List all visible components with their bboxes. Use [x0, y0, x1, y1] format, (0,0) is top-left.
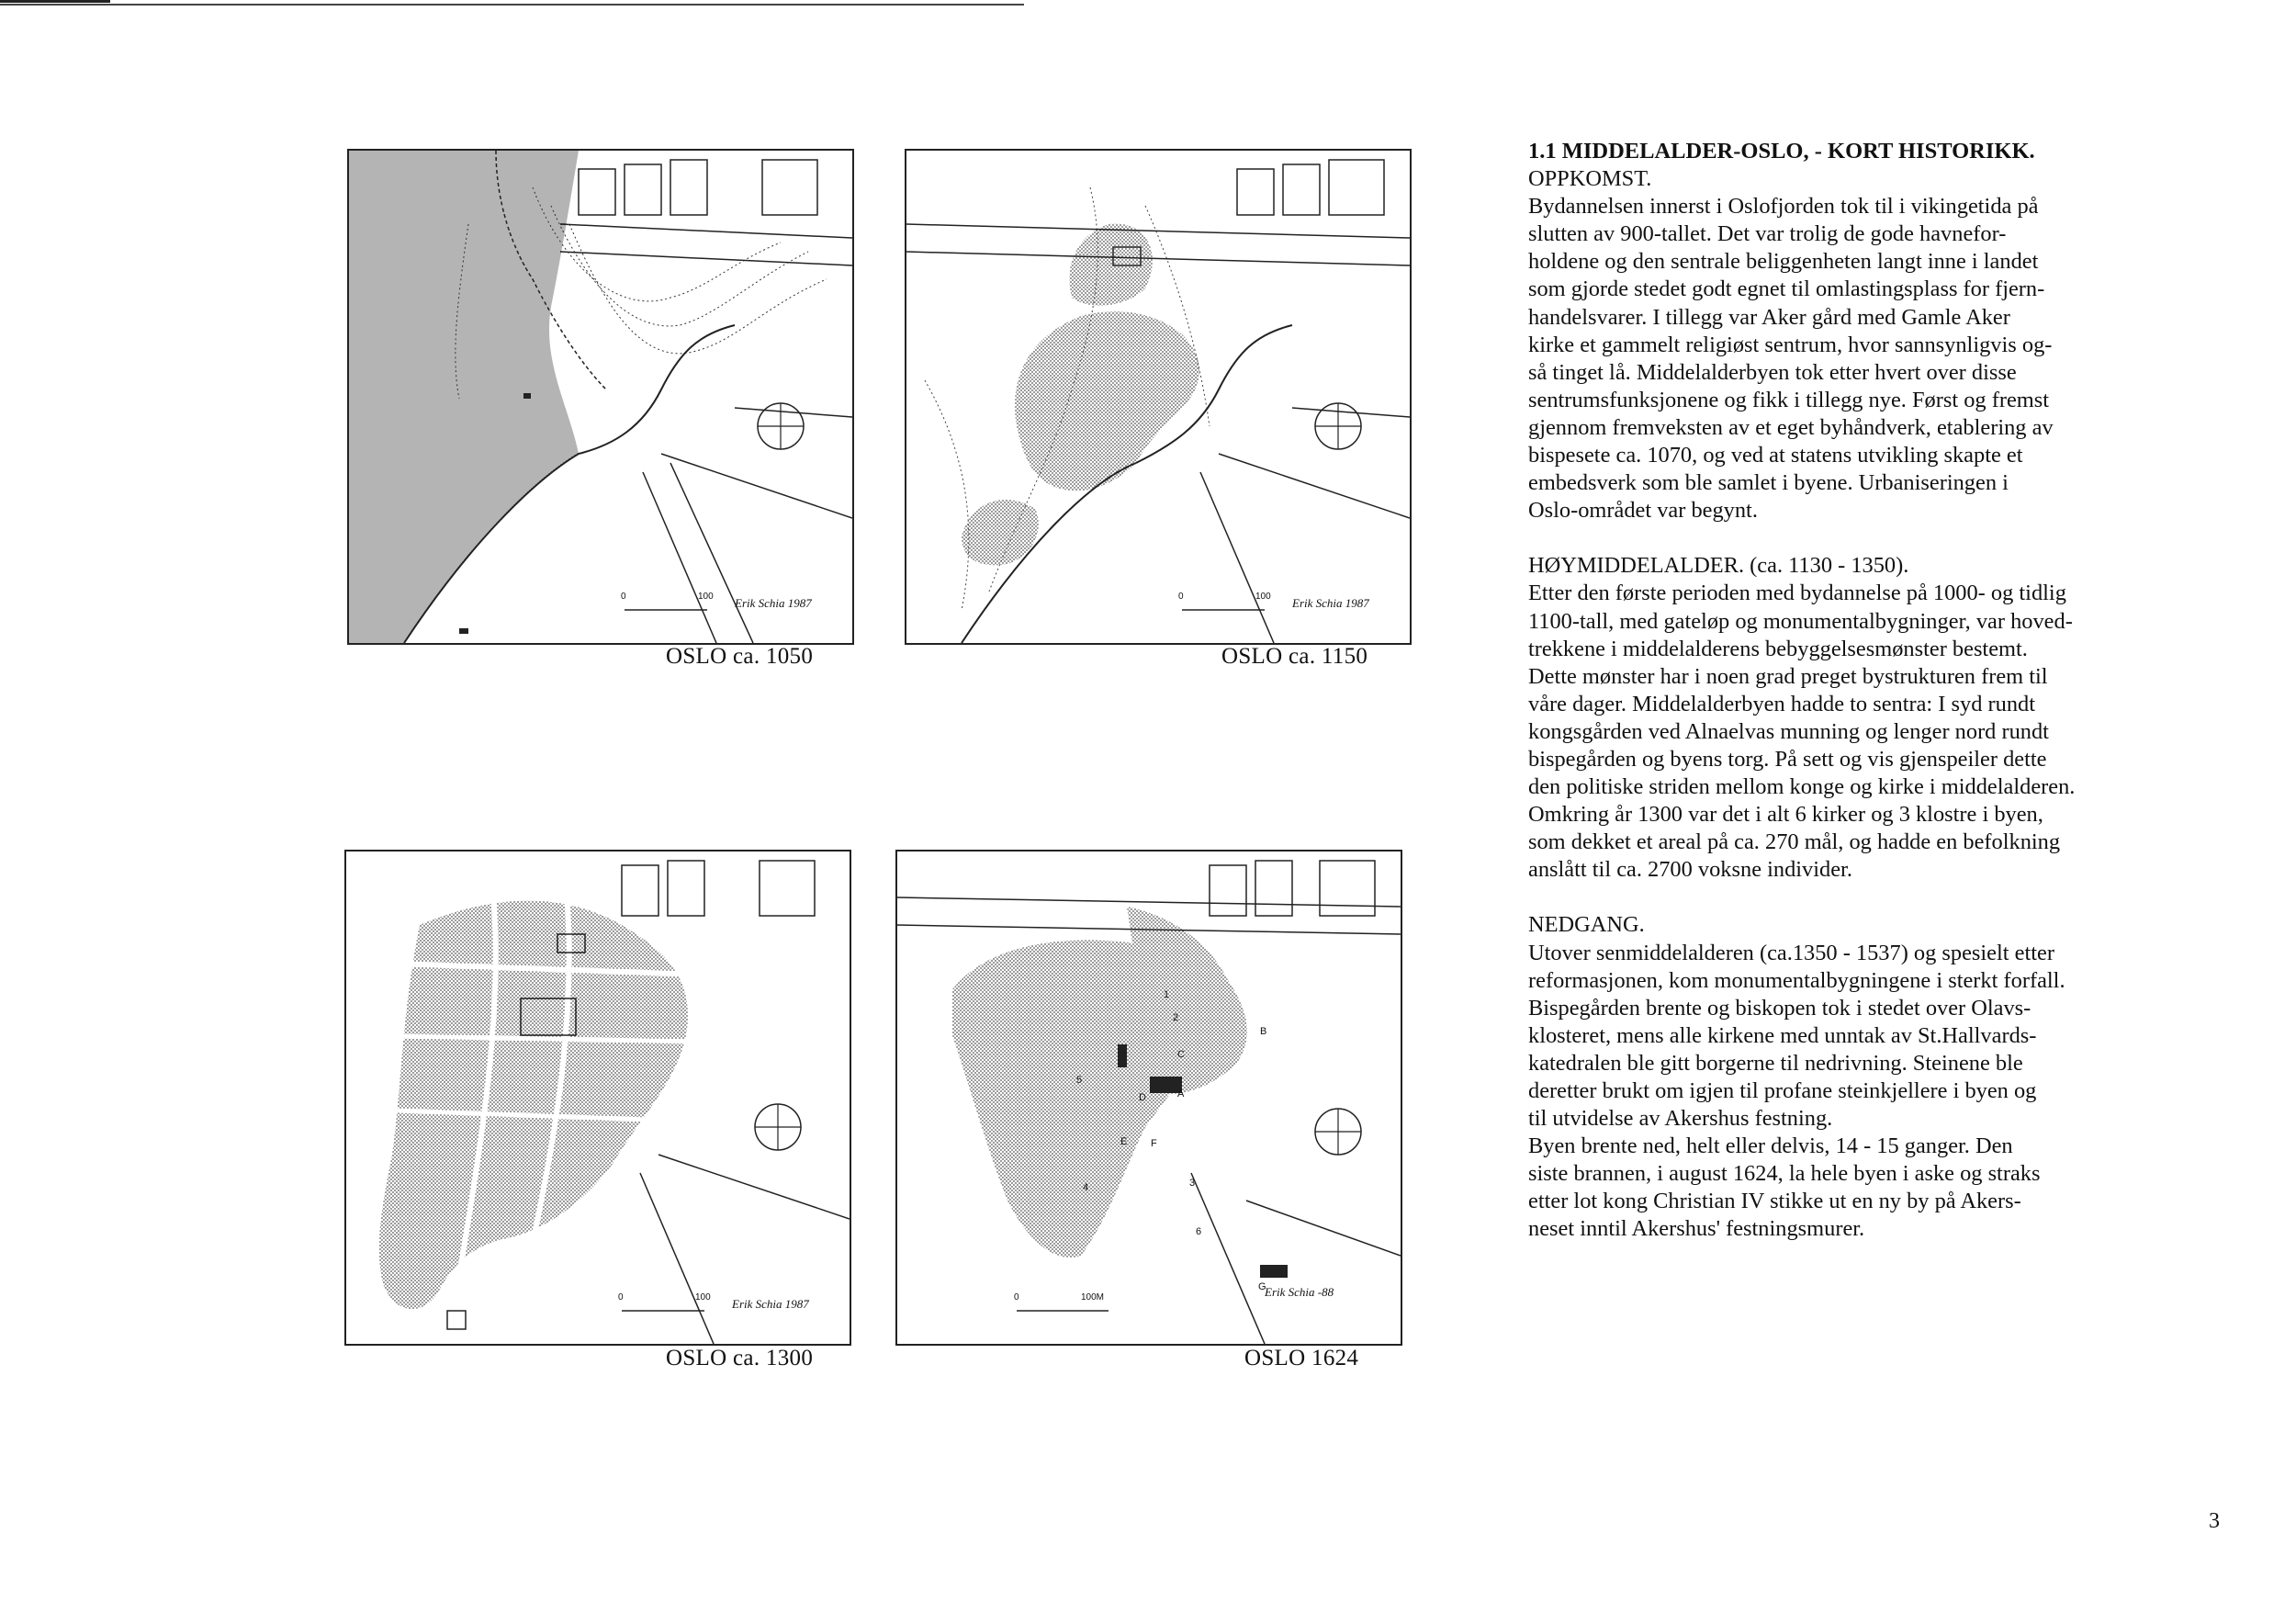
text-line: som gjorde stedet godt egnet til omlastingsplass for fjern- [1528, 276, 2045, 302]
text-line: slutten av 900-tallet. Det var trolig de gode havnefor- [1528, 221, 2007, 247]
map-oslo-1624-drawing [897, 851, 1401, 1344]
scale-bar-unit: 100 [698, 592, 714, 602]
map-signature: Erik Schia 1987 [1292, 596, 1369, 610]
scale-bar-zero: 0 [618, 1292, 624, 1303]
section-body [1528, 193, 2116, 524]
text-line: Etter den første perioden med bydannelse på 1000- og tidlig [1528, 581, 2066, 606]
text-line: gjennom fremveksten av et eget byhåndverk, etablering av [1528, 414, 2054, 440]
page-number: 3 [2209, 1509, 2220, 1533]
text-line: katedralen ble gitt borgerne til nedrivning. Steinene ble [1528, 1050, 2023, 1076]
section-title: NEDGANG. [1528, 912, 1645, 938]
map-label-1: 1 [1164, 989, 1170, 1000]
map-label-5: 5 [1076, 1075, 1083, 1086]
scale-bar-zero: 0 [621, 592, 626, 602]
section-body [1528, 580, 2116, 884]
section-title: OPPKOMST. [1528, 166, 1652, 192]
text-line: neset inntil Akershus' festningsmurer. [1528, 1216, 1865, 1242]
text-line: sentrumsfunksjonene og fikk i tillegg nye. Først og fremst [1528, 387, 2050, 412]
text-line: kongsgården ved Alnaelvas munning og lenger nord rundt [1528, 718, 2049, 744]
map-oslo-1150-drawing [906, 151, 1410, 643]
map-caption-1300: OSLO ca. 1300 [666, 1346, 814, 1370]
text-line: Byen brente ned, helt eller delvis, 14 - 15 ganger. Den [1528, 1133, 2013, 1159]
text-line: bispesete ca. 1070, og ved at statens utvikling skapte et [1528, 443, 2023, 468]
text-line: den politiske striden mellom konge og kirke i middelalderen. [1528, 774, 2076, 800]
text-line: Utover senmiddelalderen (ca.1350 - 1537) og spesielt etter [1528, 940, 2054, 965]
text-line: Omkring år 1300 var det i alt 6 kirker og 3 klostre i byen, [1528, 802, 2043, 828]
map-label-a: A [1177, 1088, 1185, 1100]
text-line: holdene og den sentrale beliggenheten langt inne i landet [1528, 249, 2039, 275]
map-label-6: 6 [1196, 1226, 1202, 1237]
map-caption-1150: OSLO ca. 1150 [1221, 644, 1368, 669]
map-label-2: 2 [1173, 1012, 1179, 1023]
text-line: Bydannelsen innerst i Oslofjorden tok til i vikingetida på [1528, 194, 2039, 220]
text-line: våre dager. Middelalderbyen hadde to sentra: I syd rundt [1528, 691, 2035, 716]
text-line: embedsverk som ble samlet i byene. Urbaniseringen i [1528, 470, 2009, 496]
map-label-f: F [1151, 1138, 1157, 1149]
map-label-b: B [1260, 1026, 1267, 1037]
map-label-d: D [1139, 1092, 1146, 1103]
text-line: Dette mønster har i noen grad preget bystrukturen frem til [1528, 663, 2048, 689]
text-line: anslått til ca. 2700 voksne individer. [1528, 857, 1852, 883]
scale-bar-unit: 100 [695, 1292, 711, 1303]
section-title: HØYMIDDELALDER. (ca. 1130 - 1350). [1528, 553, 1909, 579]
map-oslo-1150 [905, 149, 1412, 645]
text-line: til utvidelse av Akershus festning. [1528, 1106, 1833, 1132]
map-oslo-1050 [347, 149, 854, 645]
text-line: kirke et gammelt religiøst sentrum, hvor sannsynligvis og- [1528, 332, 2053, 357]
text-line: reformasjonen, kom monumentalbygningene i sterkt forfall. [1528, 967, 2065, 993]
top-edge-rule [0, 0, 110, 3]
text-line: siste brannen, i august 1624, la hele byen i aske og straks [1528, 1161, 2041, 1187]
text-line: 1100-tall, med gateløp og monumentalbygninger, var hoved- [1528, 608, 2073, 634]
map-signature: Erik Schia 1987 [732, 1297, 809, 1311]
text-line: deretter brukt om igjen til profane steinkjellere i byen og [1528, 1078, 2037, 1103]
scale-bar-unit: 100M [1081, 1292, 1105, 1303]
text-line: handelsvarer. I tillegg var Aker gård med Gamle Aker [1528, 304, 2010, 330]
map-caption-1050: OSLO ca. 1050 [666, 644, 814, 669]
map-label-c: C [1177, 1049, 1185, 1060]
map-signature: Erik Schia 1987 [735, 596, 812, 610]
map-signature: Erik Schia -88 [1265, 1285, 1334, 1299]
map-oslo-1624 [895, 850, 1402, 1346]
scale-bar-unit: 100 [1255, 592, 1271, 602]
history-text-column [1528, 138, 2116, 1271]
map-label-4: 4 [1083, 1182, 1089, 1193]
map-caption-1624: OSLO 1624 [1244, 1346, 1359, 1370]
map-label-e: E [1120, 1136, 1128, 1147]
text-line: bispegården og byens torg. På sett og vis gjenspeiler dette [1528, 746, 2047, 772]
text-line: etter lot kong Christian IV stikke ut en ny by på Akers- [1528, 1189, 2021, 1214]
text-line: trekkene i middelalderens bebyggelsesmønster bestemt. [1528, 636, 2028, 661]
map-oslo-1300 [344, 850, 851, 1346]
scale-bar-zero: 0 [1014, 1292, 1019, 1303]
map-label-g: G [1258, 1281, 1266, 1292]
text-line: klosteret, mens alle kirkene med unntak av St.Hallvards- [1528, 1022, 2037, 1048]
text-line: Oslo-området var begynt. [1528, 498, 1758, 524]
sections-container [1528, 165, 2116, 1243]
scale-bar-zero: 0 [1178, 592, 1184, 602]
text-line: som dekket et areal på ca. 270 mål, og hadde en befolkning [1528, 829, 2061, 855]
top-edge-line [0, 4, 1024, 6]
map-oslo-1050-drawing [349, 151, 852, 643]
map-oslo-1300-drawing [346, 851, 850, 1344]
map-label-3: 3 [1189, 1178, 1196, 1189]
text-line: Bispegården brente og biskopen tok i stedet over Olavs- [1528, 995, 2032, 1021]
text-line: så tinget lå. Middelalderbyen tok etter hvert over disse [1528, 359, 2017, 385]
section-body [1528, 940, 2116, 1244]
document-heading: 1.1 MIDDELALDER-OSLO, - KORT HISTORIKK. [1528, 139, 2035, 164]
